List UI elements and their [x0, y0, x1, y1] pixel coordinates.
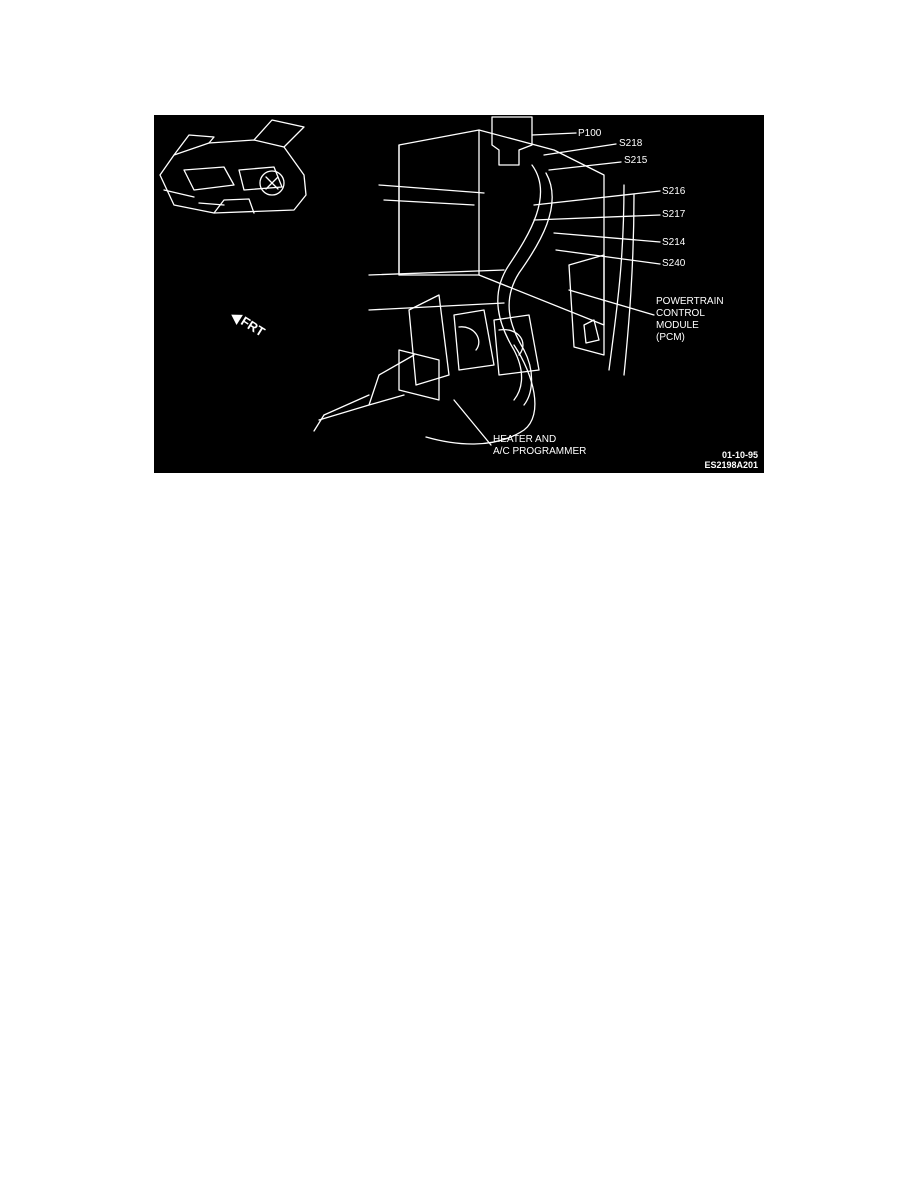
label-p100: P100	[578, 128, 602, 139]
figure-codes	[704, 450, 758, 470]
vehicle-locator-icon	[160, 120, 306, 213]
label-s217: S217	[662, 209, 686, 220]
diagram-drawing	[154, 115, 764, 473]
forward-label: FRT	[238, 313, 268, 340]
label-s216: S216	[662, 186, 686, 197]
date-code: 01-10-95	[721, 450, 758, 460]
figure-code: ES2198A201	[704, 460, 758, 470]
label-heater-ac-programmer: HEATER AND A/C PROGRAMMER	[493, 434, 587, 457]
label-powertrain-control-module: POWERTRAIN CONTROL MODULE (PCM)	[656, 296, 724, 343]
label-s215: S215	[624, 155, 648, 166]
label-s240: S240	[662, 258, 686, 269]
label-s218: S218	[619, 138, 643, 149]
wiring-diagram	[154, 115, 764, 473]
label-s214: S214	[662, 237, 686, 248]
